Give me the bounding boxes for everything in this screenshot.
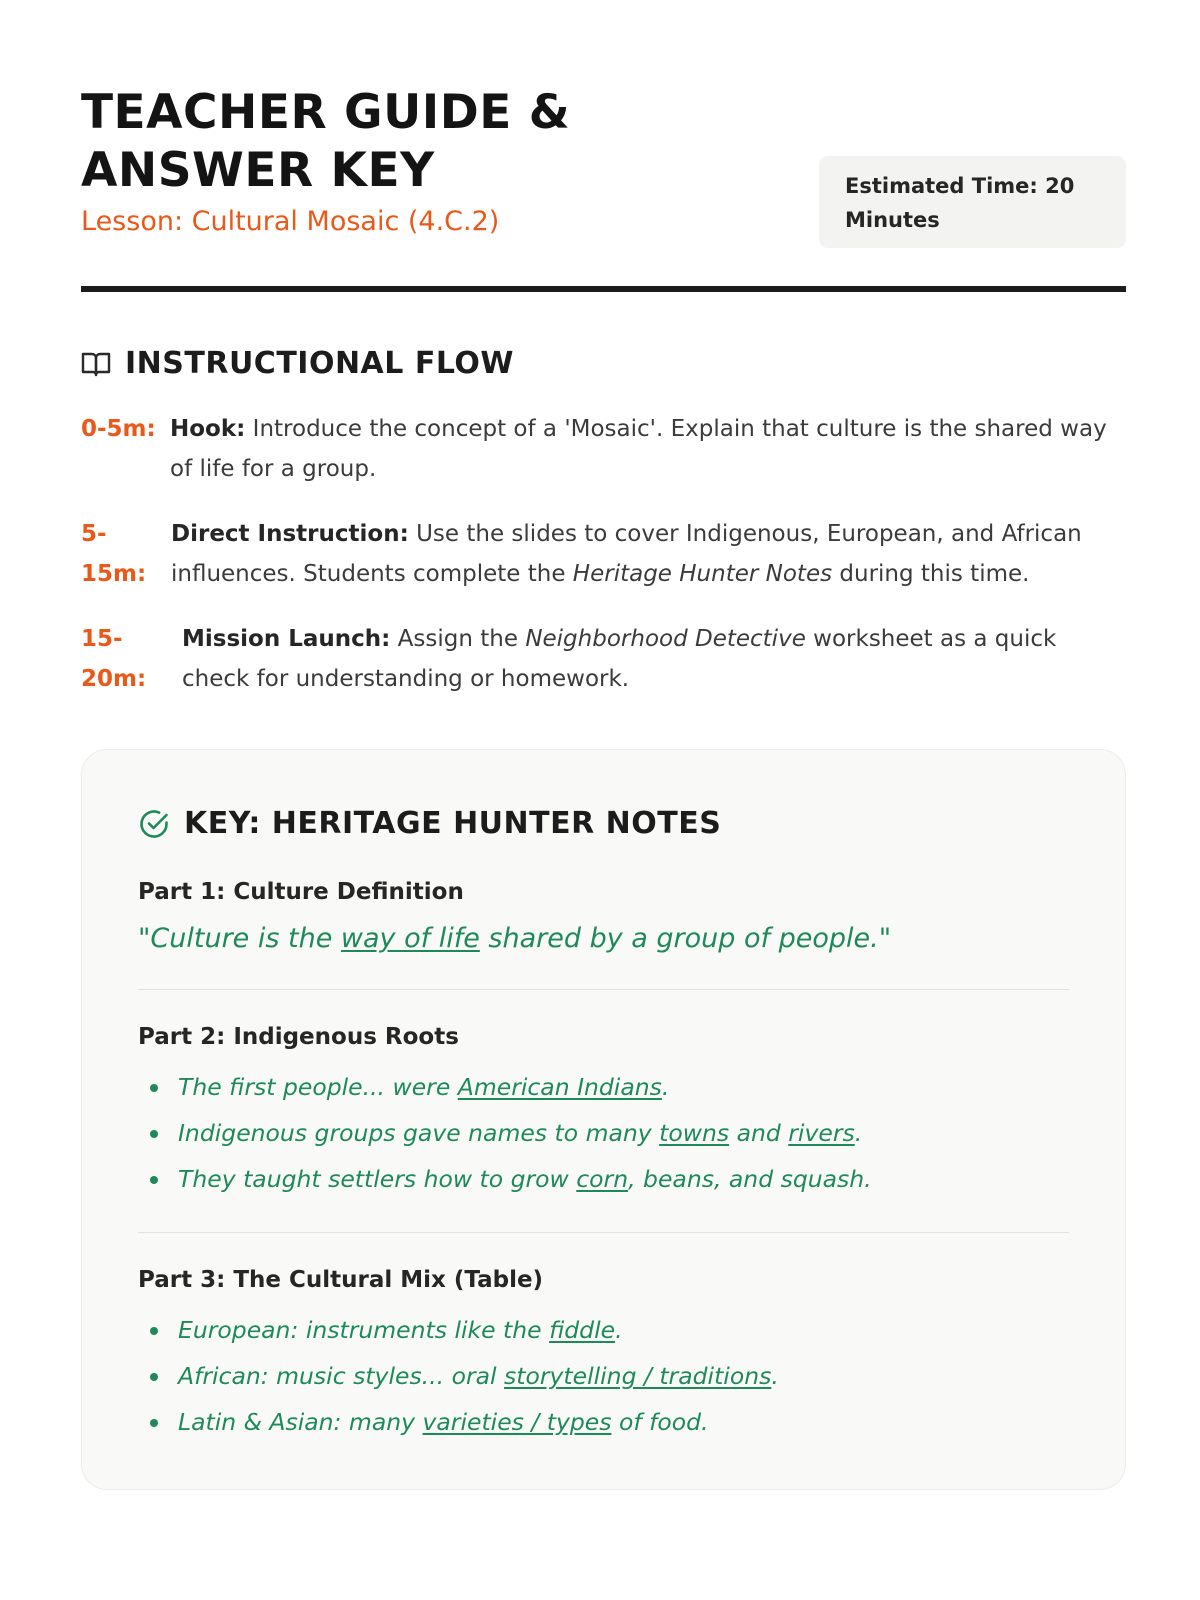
header-divider xyxy=(81,286,1126,292)
answer-blank: American Indians xyxy=(457,1073,662,1101)
answer-blank: towns xyxy=(659,1119,730,1147)
list-item xyxy=(138,1353,1069,1399)
list-item xyxy=(138,1399,1069,1445)
part-title: Part 1: Culture Definition xyxy=(138,879,464,905)
teacher-guide-page xyxy=(81,84,1126,1490)
answer-text: of food. xyxy=(611,1408,709,1436)
page-title xyxy=(81,84,701,200)
list-item xyxy=(138,1064,1069,1110)
flow-description: Use the slides to cover Indigenous, European, and African influences. Students complete the xyxy=(171,521,1082,587)
section-heading-text: KEY: HERITAGE HUNTER NOTES xyxy=(184,806,722,841)
answer-text: . xyxy=(771,1362,779,1390)
answer-text: Indigenous groups gave names to many xyxy=(178,1119,660,1147)
flow-item-hook xyxy=(81,409,1126,489)
flow-italic-title: Heritage Hunter Notes xyxy=(572,561,833,587)
answer-text: . xyxy=(615,1316,623,1344)
list-item xyxy=(138,1110,1069,1156)
flow-text xyxy=(171,514,1126,594)
answer-blank: corn xyxy=(576,1165,629,1193)
answer-text: Latin & Asian: many xyxy=(178,1408,423,1436)
book-icon xyxy=(81,350,111,378)
flow-text xyxy=(170,409,1126,489)
answer-list xyxy=(138,1307,1069,1445)
flow-italic-title: Neighborhood Detective xyxy=(525,626,806,652)
answer-key-card xyxy=(81,749,1126,1490)
list-item xyxy=(138,1156,1069,1202)
answer-list xyxy=(138,1064,1069,1202)
answer-text: They taught settlers how to grow xyxy=(178,1165,577,1193)
instructional-flow-heading xyxy=(81,346,1126,381)
flow-item-mission-launch xyxy=(81,619,1126,699)
answer-blank: way of life xyxy=(340,923,480,954)
list-item xyxy=(138,1307,1069,1353)
flow-description-end: worksheet as a quick check for understanding or homework. xyxy=(182,626,1057,692)
flow-list xyxy=(81,409,1126,699)
flow-label: Direct Instruction: xyxy=(171,521,409,547)
flow-description: Assign the xyxy=(390,626,526,652)
part-1 xyxy=(138,879,1069,990)
part-2 xyxy=(138,1024,1069,1233)
answer-blank: varieties / types xyxy=(422,1408,612,1436)
flow-label: Hook: xyxy=(170,416,246,442)
section-heading-text: INSTRUCTIONAL FLOW xyxy=(125,346,514,381)
answer-text: "Culture is the xyxy=(138,923,341,954)
flow-description-end: during this time. xyxy=(832,561,1030,587)
title-line-2: ANSWER KEY xyxy=(81,143,435,198)
flow-label: Mission Launch: xyxy=(182,626,391,652)
answer-text: The first people... were xyxy=(178,1073,458,1101)
answer-blank: fiddle xyxy=(549,1316,616,1344)
flow-time: 5-15m: xyxy=(81,521,147,587)
estimated-time-badge: Estimated Time: 20 Minutes xyxy=(819,156,1126,248)
answer-text: . xyxy=(661,1073,670,1101)
header xyxy=(81,84,1126,294)
part-title: Part 2: Indigenous Roots xyxy=(138,1024,459,1050)
answer-text: and xyxy=(729,1119,789,1147)
flow-description: Introduce the concept of a 'Mosaic'. Explain that culture is the shared way of life for a group. xyxy=(170,416,1107,482)
flow-text xyxy=(182,619,1126,699)
answer-blank: storytelling / traditions xyxy=(504,1362,772,1390)
culture-definition-answer xyxy=(138,919,1069,959)
flow-item-direct-instruction xyxy=(81,514,1126,594)
flow-time: 15-20m: xyxy=(81,626,147,692)
answer-key-heading xyxy=(138,806,1069,841)
answer-text: European: instruments like the xyxy=(178,1316,550,1344)
title-line-1: TEACHER GUIDE & xyxy=(81,85,571,140)
answer-text: shared by a group of people." xyxy=(479,923,892,954)
part-3 xyxy=(138,1267,1069,1445)
flow-time: 0-5m: xyxy=(81,416,156,442)
check-circle-icon xyxy=(138,808,170,840)
lesson-subtitle: Lesson: Cultural Mosaic (4.C.2) xyxy=(81,206,500,237)
answer-text: , beans, and squash. xyxy=(628,1165,872,1193)
answer-blank: rivers xyxy=(788,1119,855,1147)
answer-text: African: music styles... oral xyxy=(178,1362,505,1390)
answer-text: . xyxy=(854,1119,863,1147)
part-title: Part 3: The Cultural Mix (Table) xyxy=(138,1267,544,1293)
